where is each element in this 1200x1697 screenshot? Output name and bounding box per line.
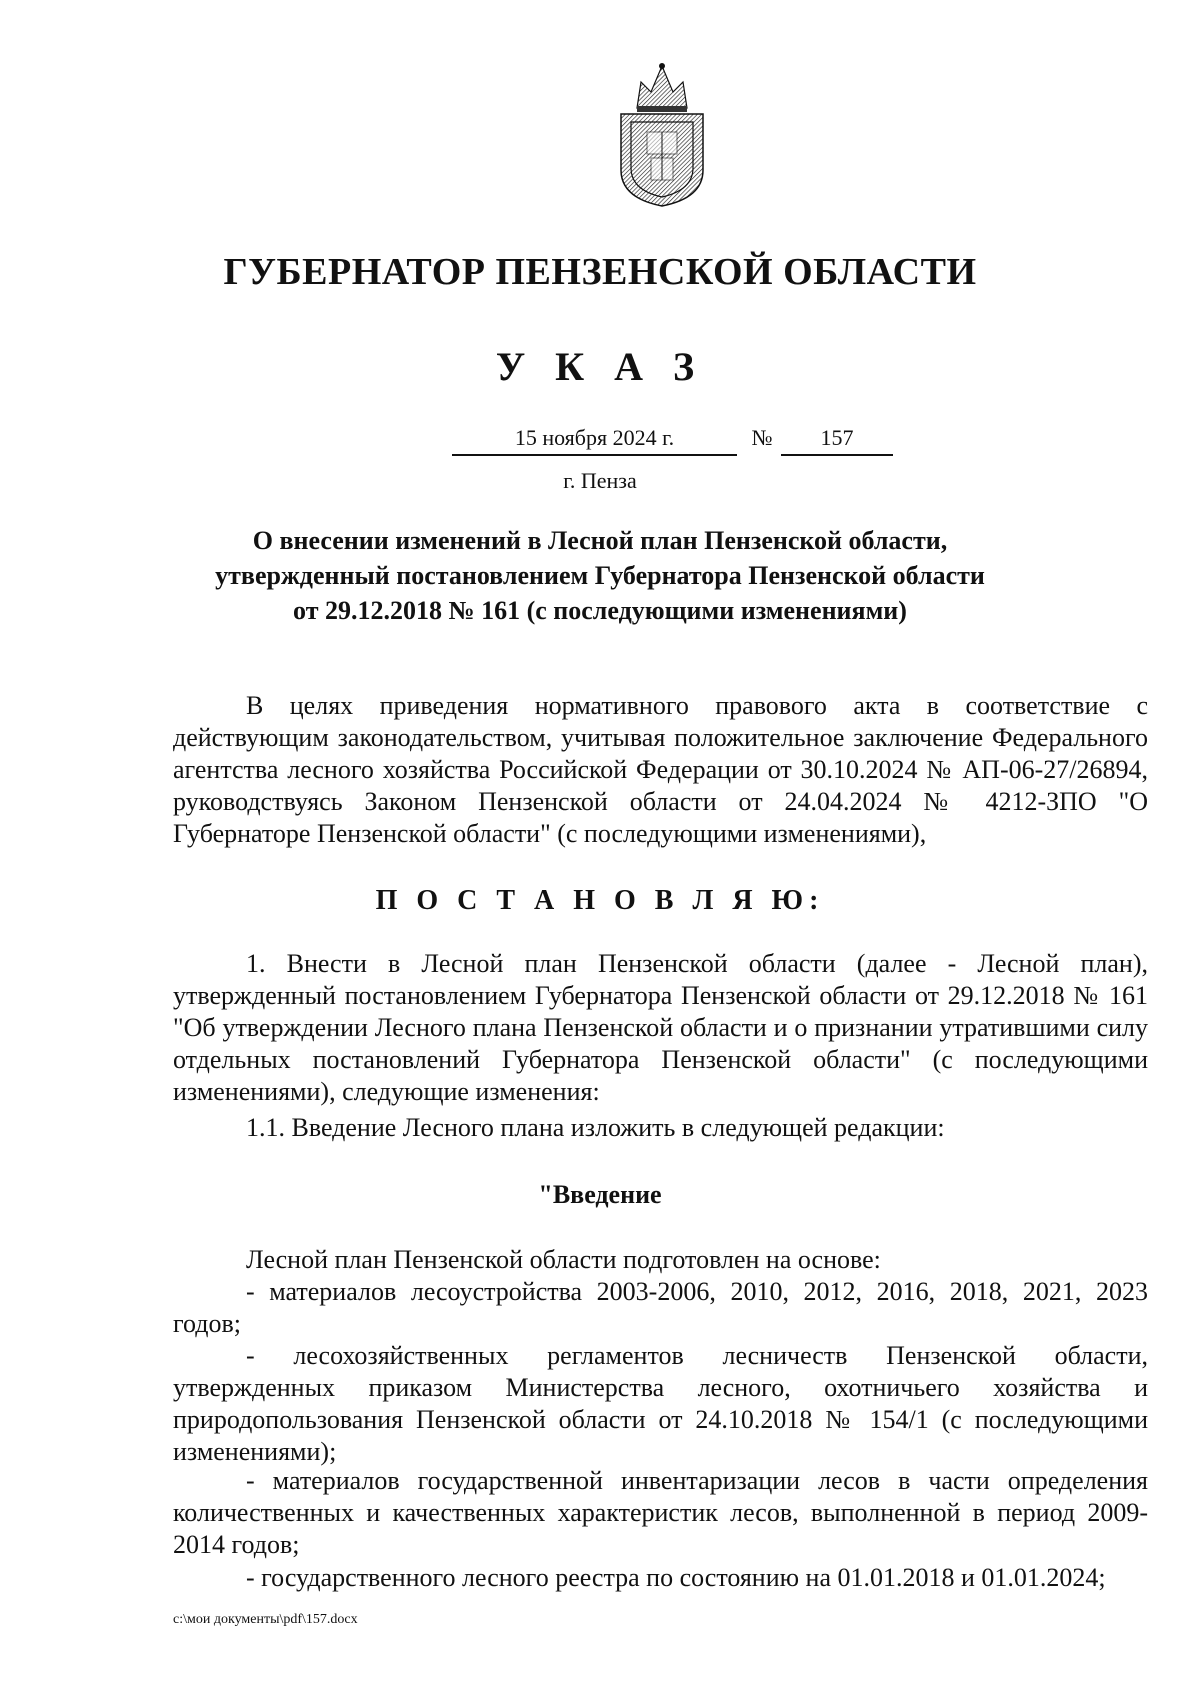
- item-1-paragraph: 1. Внести в Лесной план Пензенской области (далее - Лесной план), утвержденный постановлением Губернатора Пензенской области от 29.12.2018 № 161 "Об утверждении Лесного плана Пензенской области и о признании утратившими силу отдельных постановлений Губернатора Пензенской области" (с последующими изменениями), следующие изменения:: [173, 949, 1148, 1106]
- intro-paragraph: Лесной план Пензенской области подготовлен на основе:: [246, 1245, 881, 1274]
- list-item: - материалов лесоустройства 2003-2006, 2010, 2012, 2016, 2018, 2021, 2023 годов;: [173, 1277, 1148, 1338]
- document-date: 15 ноября 2024 г.: [452, 425, 737, 456]
- list-item: - государственного лесного реестра по состоянию на 01.01.2018 и 01.01.2024;: [246, 1563, 1106, 1592]
- issuing-authority: ГУБЕРНАТОР ПЕНЗЕНСКОЙ ОБЛАСТИ: [223, 251, 977, 293]
- list-item: - материалов государственной инвентаризации лесов в части определения количественных и качественных характеристик лесов, выполненной в период 2009-2014 годов;: [173, 1466, 1148, 1559]
- document-number: 157: [781, 425, 893, 456]
- number-sign: №: [751, 425, 773, 450]
- preamble-paragraph: В целях приведения нормативного правового акта в соответствие с действующим законодательством, учитывая положительное заключение Федерального агентства лесного хозяйства Российской Федерации от 30.10.2024 № АП-06-27/26894, руководствуясь Законом Пензенской области от 24.04.2024 № 4212-ЗПО "О Губернаторе Пензенской области" (с последующими изменениями),: [173, 691, 1148, 848]
- section-heading: "Введение: [538, 1180, 662, 1209]
- document-city: г. Пенза: [563, 468, 637, 493]
- coat-of-arms-icon: [607, 60, 717, 210]
- file-path-footer: c:\мои документы\pdf\157.docx: [173, 1612, 358, 1627]
- title-line: утвержденный постановлением Губернатора Пензенской области: [215, 561, 985, 590]
- item-1-1-paragraph: 1.1. Введение Лесного плана изложить в следующей редакции:: [246, 1113, 945, 1142]
- title-line: О внесении изменений в Лесной план Пензенской области,: [252, 526, 948, 555]
- document-type: У К А З: [495, 344, 705, 389]
- title-line: от 29.12.2018 № 161 (с последующими изменениями): [293, 596, 907, 625]
- date-number-row: [0, 425, 1200, 461]
- decree-word: П О С Т А Н О В Л Я Ю:: [375, 885, 825, 916]
- document-title: [150, 523, 1050, 628]
- list-item: - лесохозяйственных регламентов лесничеств Пензенской области, утвержденных приказом Министерства лесного, охотничьего хозяйства и природопользования Пензенской области от 24.10.2018 № 154/1 (с последующими изменениями);: [173, 1341, 1148, 1466]
